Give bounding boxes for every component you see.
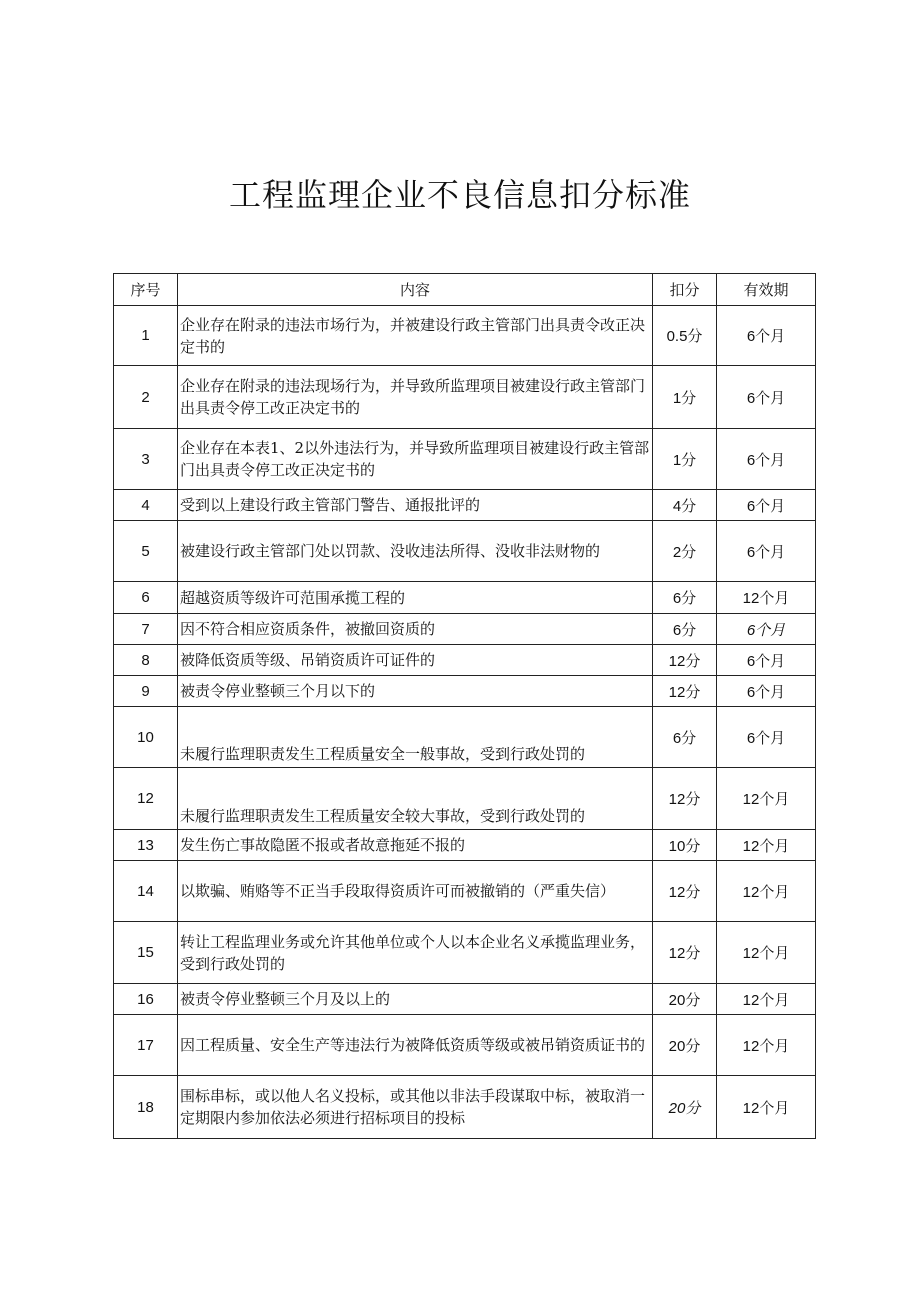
row-content: 以欺骗、贿赂等不正当手段取得资质许可而被撤销的（严重失信） xyxy=(178,861,653,922)
header-content: 内容 xyxy=(178,274,653,306)
row-content: 发生伤亡事故隐匿不报或者故意拖延不报的 xyxy=(178,830,653,861)
row-content: 因工程质量、安全生产等违法行为被降低资质等级或被吊销资质证书的 xyxy=(178,1015,653,1076)
row-period: 12个月 xyxy=(717,768,816,830)
table-row xyxy=(114,1015,816,1076)
row-no: 8 xyxy=(114,645,178,676)
row-score: 6分 xyxy=(653,582,717,614)
row-no: 1 xyxy=(114,306,178,366)
table-row xyxy=(114,645,816,676)
row-period: 6个月 xyxy=(717,645,816,676)
table-header-row xyxy=(114,274,816,306)
row-content: 未履行监理职责发生工程质量安全较大事故，受到行政处罚的 xyxy=(178,768,653,830)
row-period: 12个月 xyxy=(717,582,816,614)
table-row xyxy=(114,306,816,366)
row-score: 20分 xyxy=(653,1076,717,1139)
row-period: 6个月 xyxy=(717,366,816,429)
row-score: 12分 xyxy=(653,922,717,984)
row-no: 13 xyxy=(114,830,178,861)
row-score: 12分 xyxy=(653,861,717,922)
row-period: 12个月 xyxy=(717,1015,816,1076)
row-no: 7 xyxy=(114,614,178,645)
row-period: 6个月 xyxy=(717,429,816,490)
row-no: 17 xyxy=(114,1015,178,1076)
row-content: 被降低资质等级、吊销资质许可证件的 xyxy=(178,645,653,676)
row-period: 12个月 xyxy=(717,861,816,922)
row-period: 6个月 xyxy=(717,676,816,707)
row-score: 20分 xyxy=(653,1015,717,1076)
row-content: 被责令停业整顿三个月以下的 xyxy=(178,676,653,707)
row-no: 2 xyxy=(114,366,178,429)
row-content: 受到以上建设行政主管部门警告、通报批评的 xyxy=(178,490,653,521)
row-period: 6个月 xyxy=(717,490,816,521)
row-no: 12 xyxy=(114,768,178,830)
table-row xyxy=(114,614,816,645)
row-period: 6个月 xyxy=(717,707,816,768)
row-score: 4分 xyxy=(653,490,717,521)
row-period: 12个月 xyxy=(717,922,816,984)
row-no: 3 xyxy=(114,429,178,490)
table-row xyxy=(114,366,816,429)
row-score: 12分 xyxy=(653,676,717,707)
table-row xyxy=(114,861,816,922)
header-no: 序号 xyxy=(114,274,178,306)
row-score: 10分 xyxy=(653,830,717,861)
row-content: 转让工程监理业务或允许其他单位或个人以本企业名义承揽监理业务，受到行政处罚的 xyxy=(178,922,653,984)
row-content: 被建设行政主管部门处以罚款、没收违法所得、没收非法财物的 xyxy=(178,521,653,582)
row-content: 超越资质等级许可范围承揽工程的 xyxy=(178,582,653,614)
row-no: 10 xyxy=(114,707,178,768)
row-score: 2分 xyxy=(653,521,717,582)
header-score: 扣分 xyxy=(653,274,717,306)
table-row xyxy=(114,922,816,984)
row-period: 6个月 xyxy=(717,521,816,582)
table-row xyxy=(114,521,816,582)
table-row xyxy=(114,676,816,707)
row-period: 12个月 xyxy=(717,1076,816,1139)
row-score: 12分 xyxy=(653,645,717,676)
row-content: 被责令停业整顿三个月及以上的 xyxy=(178,984,653,1015)
row-no: 9 xyxy=(114,676,178,707)
table-row xyxy=(114,707,816,768)
table-row xyxy=(114,1076,816,1139)
row-no: 15 xyxy=(114,922,178,984)
table-row xyxy=(114,768,816,830)
row-score: 6分 xyxy=(653,614,717,645)
row-no: 4 xyxy=(114,490,178,521)
header-period: 有效期 xyxy=(717,274,816,306)
deduction-table xyxy=(113,273,816,1139)
row-content: 企业存在附录的违法市场行为，并被建设行政主管部门出具责令改正决定书的 xyxy=(178,306,653,366)
row-content: 因不符合相应资质条件，被撤回资质的 xyxy=(178,614,653,645)
row-period: 12个月 xyxy=(717,984,816,1015)
row-score: 20分 xyxy=(653,984,717,1015)
row-no: 16 xyxy=(114,984,178,1015)
page-title: 工程监理企业不良信息扣分标准 xyxy=(228,176,691,214)
row-score: 1分 xyxy=(653,429,717,490)
row-score: 0.5分 xyxy=(653,306,717,366)
row-score: 1分 xyxy=(653,366,717,429)
table-row xyxy=(114,429,816,490)
row-no: 18 xyxy=(114,1076,178,1139)
row-content: 围标串标，或以他人名义投标，或其他以非法手段谋取中标，被取消一定期限内参加依法必须进行招标项目的投标 xyxy=(178,1076,653,1139)
row-no: 5 xyxy=(114,521,178,582)
row-content: 企业存在本表1、2以外违法行为，并导致所监理项目被建设行政主管部门出具责令停工改正决定书的 xyxy=(178,429,653,490)
row-no: 6 xyxy=(114,582,178,614)
table-row xyxy=(114,490,816,521)
row-score: 6分 xyxy=(653,707,717,768)
row-score: 12分 xyxy=(653,768,717,830)
row-period: 12个月 xyxy=(717,830,816,861)
table-row xyxy=(114,582,816,614)
row-content: 未履行监理职责发生工程质量安全一般事故，受到行政处罚的 xyxy=(178,707,653,768)
row-no: 14 xyxy=(114,861,178,922)
table-row xyxy=(114,984,816,1015)
row-period: 6个月 xyxy=(717,306,816,366)
row-content: 企业存在附录的违法现场行为，并导致所监理项目被建设行政主管部门出具责令停工改正决定书的 xyxy=(178,366,653,429)
row-period: 6个月 xyxy=(717,614,816,645)
table-row xyxy=(114,830,816,861)
